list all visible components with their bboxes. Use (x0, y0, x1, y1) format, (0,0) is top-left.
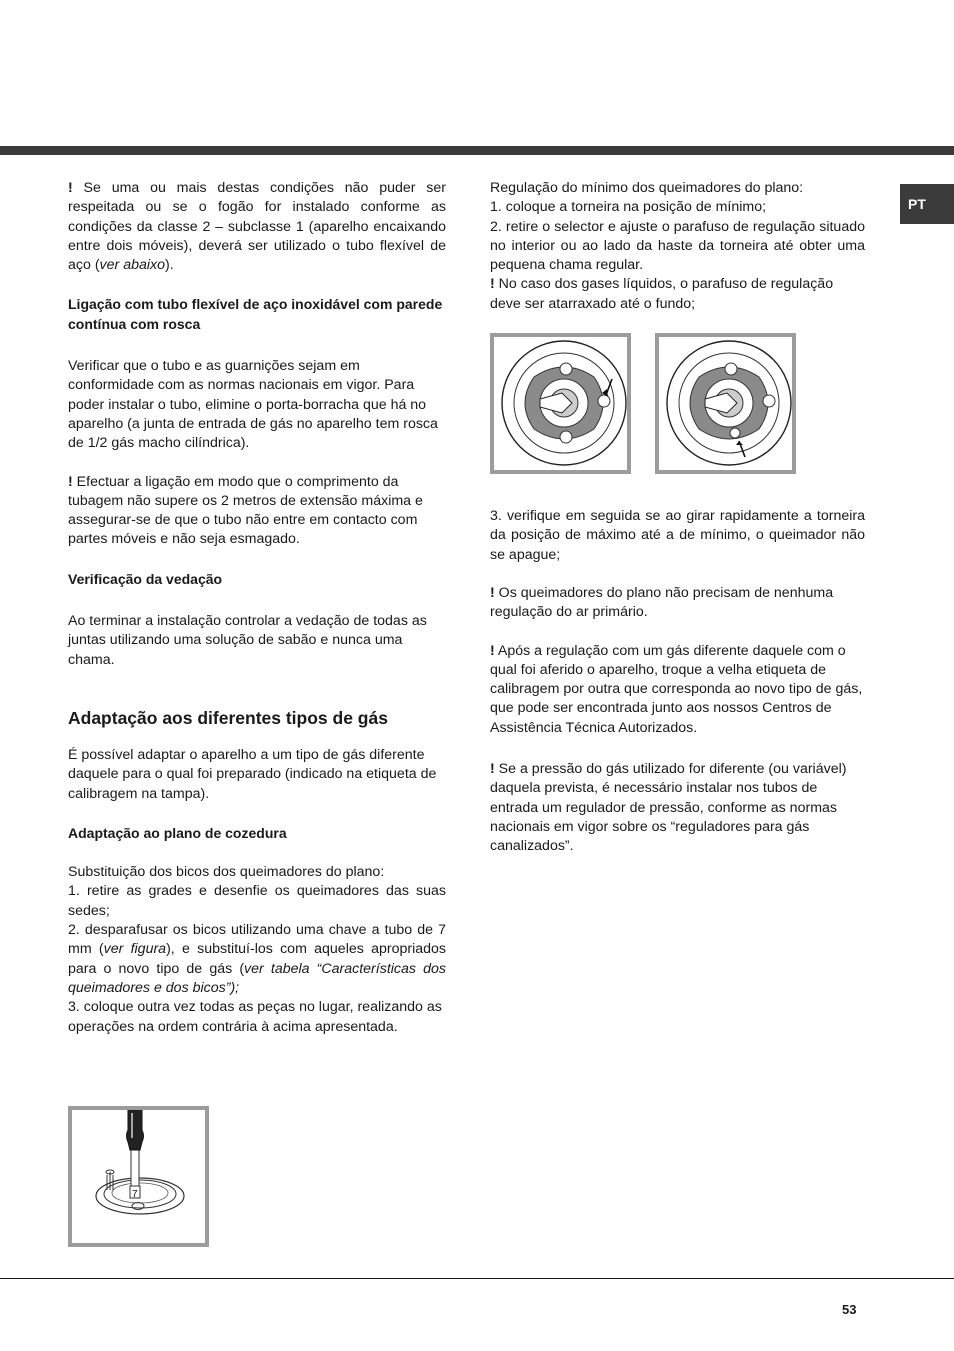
tap-illustration-1 (494, 337, 627, 470)
language-label: PT (908, 196, 926, 212)
step-2 (68, 921, 446, 998)
language-tab (900, 184, 954, 224)
tap-illustration-2 (659, 337, 792, 470)
note-text: Se a pressão do gás utilizado for diferente (ou variável) daquela prevista, é necessário instalar nos tubos de entrada um regulador de pressão, conforme as normas nacionais em vigor sobre os “reguladores para gás canalizados”. (490, 761, 847, 855)
heading-adaptacao: Adaptação aos diferentes tipos de gás (68, 707, 388, 728)
warning-mark: ! (68, 180, 73, 196)
regulation-title: Regulação do mínimo dos queimadores do plano: (490, 180, 804, 196)
bottom-rule (0, 1278, 954, 1279)
note-pressure-regulator (490, 760, 865, 856)
step-1: 1. retire as grades e desenfie os queimadores das suas sedes; (68, 883, 446, 919)
substitution-title: Substituição dos bicos dos queimadores do plano: (68, 864, 385, 881)
note-primary-air (490, 584, 865, 623)
warning-text: Se uma ou mais destas condições não puder ser respeitada ou se o fogão for instalado conforme as condições da classe 2 – subclasse 1 (aparelho encaixando entre dois móveis), deverá ser utilizado o tubo flexível de aço ( (68, 180, 446, 274)
warning-mark: ! (68, 473, 73, 490)
warning-paragraph (68, 179, 446, 275)
warning-mark: ! (490, 276, 495, 293)
step-2-text: 2. desparafusar os bicos utilizando uma chave a tubo de 7 mm ( (68, 922, 446, 958)
paragraph-adaptacao: É possível adaptar o aparelho a um tipo de gás diferente daquele para o qual foi preparado (indicado na etiqueta de calibragem na tampa). (68, 746, 437, 802)
wrench-size-label: 7 (132, 1189, 138, 1200)
heading-ligacao: Ligação com tubo flexível de aço inoxidável com parede contínua com rosca (68, 296, 443, 332)
note-text: Após a regulação com um gás diferente daquele com o qual foi aferido o aparelho, troque a velha etiqueta de calibragem por outra que corresponda ao novo tipo de gás, que pode ser encontrada junto aos nossos Centros de Assistência Técnica Autorizados. (490, 642, 863, 736)
note-text: Os queimadores do plano não precisam de nenhuma regulação do ar primário. (490, 584, 834, 621)
heading-plano: Adaptação ao plano de cozedura (68, 824, 287, 841)
warning-mark: ! (490, 642, 495, 659)
warning-mark: ! (490, 584, 495, 601)
paragraph-verificar: Verificar que o tubo e as guarnições sejam em conformidade com as normas nacionais em vigor. Para poder instalar o tubo, elimine o porta-borracha que há no aparelho (a junta de entrada de gás no aparelho tem rosca de 1/2 gás macho cilíndrica). (68, 358, 438, 452)
regulation-step-1: 1. coloque a torneira na posição de mínimo; (490, 199, 767, 216)
wrench-illustration (72, 1110, 205, 1243)
regulation-step-2: 2. retire o selector e ajuste o parafuso de regulação situado no interior ou ao lado da haste da torneira até obter uma pequena chama regular. (490, 218, 865, 274)
warning-paragraph-2 (68, 473, 446, 550)
top-rule (0, 146, 954, 155)
tap-adjust-figure-2 (655, 333, 796, 474)
heading-vedacao: Verificação da vedação (68, 570, 223, 587)
page-number: 53 (842, 1302, 857, 1317)
nozzle-wrench-figure (68, 1106, 209, 1247)
figure-reference: ver figura (103, 941, 167, 958)
paragraph-vedacao: Ao terminar a instalação controlar a vedação de todas as juntas utilizando uma solução de sabão e nunca uma chama. (68, 613, 427, 668)
warning-text: Efectuar a ligação em modo que o comprimento da tubagem não supere os 2 metros de extensão máxima e assegurar-se de que o tubo não entre em contacto com partes móveis e não seja esmagado. (68, 473, 423, 548)
warning-end: ). (165, 257, 174, 274)
left-column (68, 179, 446, 1037)
tap-adjust-figure-1 (490, 333, 631, 474)
reference-link-text: ver abaixo (99, 257, 166, 274)
warning-mark: ! (490, 761, 495, 778)
note-calibration-label (490, 642, 865, 738)
regulation-step-3: 3. verifique em seguida se ao girar rapidamente a torneira da posição de máximo até a de mínimo, o queimador não se apague; (490, 508, 865, 563)
note-text: No caso dos gases líquidos, o parafuso de regulação deve ser atarraxado até o fundo; (490, 276, 834, 312)
right-column (490, 179, 865, 857)
liquid-gas-note (490, 275, 865, 314)
step-3: 3. coloque outra vez todas as peças no lugar, realizando as operações na ordem contrária à acima apresentada. (68, 999, 442, 1035)
step-2-text-b: ), e substituí-los com aqueles apropriados para o novo tipo de gás ( (68, 941, 447, 977)
table-reference: ver tabela “Características dos queimadores e dos bicos”); (68, 960, 446, 996)
